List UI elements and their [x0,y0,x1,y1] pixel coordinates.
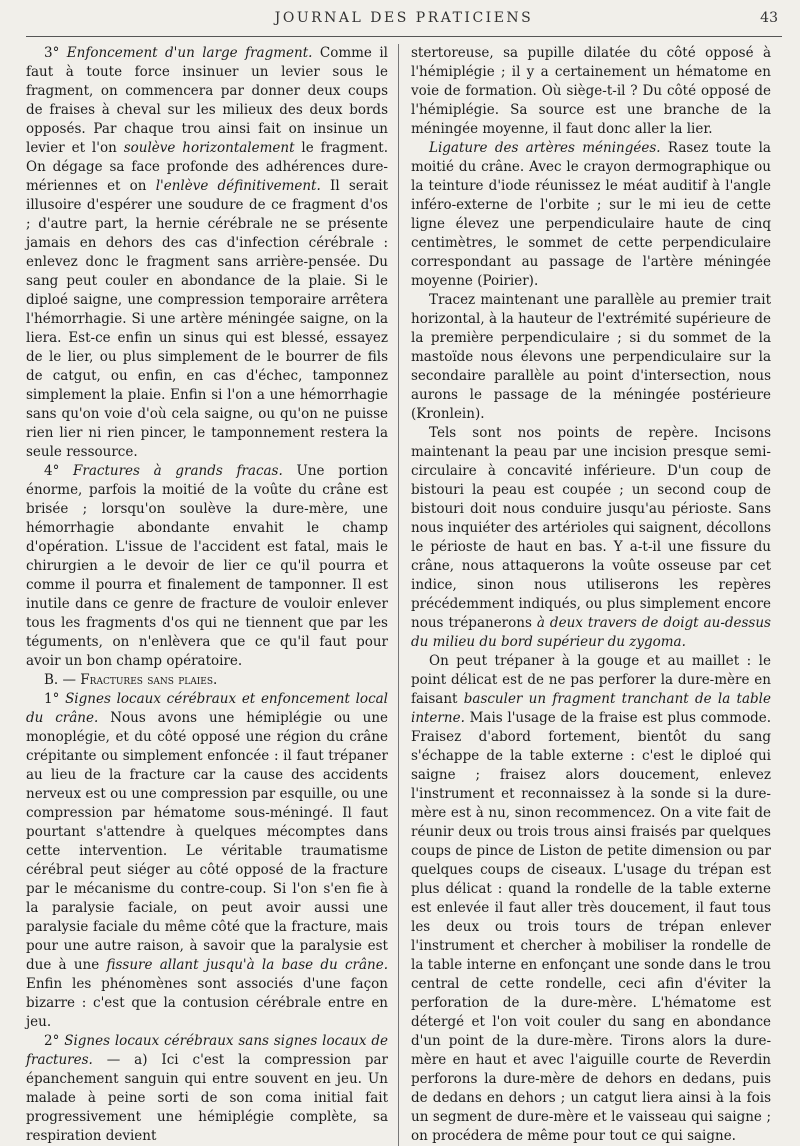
paragraph-signes-locaux: 1° Signes locaux cérébraux et enfoncement local du crâne. Nous avons une hémiplégie ou une monoplégie, et du côté opposé une région du crâne crépitante ou simplement enfoncée : il faut trépaner au lieu de la fracture car la cause des accidents nerveux est ou une compression par esquille, ou une compression par hématome sous-méningé. Il faut pourtant s'attendre à quelques mécomptes dans cette intervention. Le véritable traumatisme cérébral peut siéger au côté opposé de la fracture par le mécanisme du contre-coup. Si l'on s'en fie à la paralysie faciale, on peut avoir aussi une paralysie faciale du même côté que la fracture, mais pour une autre raison, à savoir que la paralysie est due à une fissure allant jusqu'à la base du crâne. Enfin les phénomènes sont associés d'une façon bizarre : c'est que la contusion cérébrale entre en jeu. [26,691,389,1030]
paragraph-parallele: Tracez maintenant une parallèle au premier trait horizontal, à la hauteur de l'extrémité supérieure de la première perpendiculaire ; si du sommet de la mastoïde nous élevons une perpendiculaire sur la secondaire parallèle au point d'intersection, nous aurons le passage de la méningée postérieure (Kronlein). [411,292,771,422]
header-rule [26,36,782,37]
paragraph-trepaner: On peut trépaner à la gouge et au maillet : le point délicat est de ne pas perforer la dure-mère en faisant basculer un fragment tranchant de la table interne. Mais l'usage de la fraise est plus commode. Fraisez d'abord fortement, bientôt du sang s'échappe de la table externe : c'est le diploé qui saigne ; fraisez alors doucement, enlevez l'instrument et reconnaissez à la sonde si la dure-mère est à nu, sinon recommencez. On a vite fait de réunir deux ou trois trous ainsi fraisés par quelques coups de pince de Liston de petite dimension ou par quelques coups de ciseaux. L'usage du trépan est plus délicat : quand la rondelle de la table externe est enlevée il faut aller très doucement, il faut tous les deux ou trois tours de trépan enlever l'instrument et chercher à mobiliser la rondelle de la table interne en enfonçant une sonde dans le trou central de cette rondelle, ceci afin d'éviter la perforation de la dure-mère. L'hématome est détergé et l'on voit couler du sang en abondance d'un point de la dure-mère. Tirons alors la dure-mère en haut et avec l'aiguille courte de Reverdin perforons la dure-mère de dehors en dedans, puis de dedans en dehors ; un catgut liera ainsi à la fois un segment de dure-mère et le vaisseau qui saigne ; on procédera de même pour tout ce qui saigne. [411,653,771,1144]
left-column [26,44,398,1146]
paragraph-ligature: Ligature des artères méningées. Rasez toute la moitié du crâne. Avec le crayon dermographique ou la teinture d'iode réunissez le méat auditif à l'angle inféro-externe de l'orbite ; sur le mi ieu de cette ligne élevez une perpendiculaire haute de cinq centimètres, le sommet de cette perpendiculaire correspondant au passage de l'artère méningée moyenne (Poirier). [411,140,771,289]
section-heading-b: B. — Fractures sans plaies. [44,672,218,688]
running-head [26,0,782,44]
paragraph-reperes: Tels sont nos points de repère. Incisons maintenant la peau par une incision presque semi-circulaire à concavité inférieure. D'un coup de bistouri la peau est coupée ; un second coup de bistouri doit nous conduire jusqu'au périoste. Sans nous inquiéter des artérioles qui saignent, décollons le périoste de haut en bas. Y a-t-il une fissure du crâne, nous attaquerons la voûte osseuse par cet indice, sinon nous utiliserons les repères précédemment indiqués, ou plus simplement encore nous trépanerons à deux travers de doigt au-dessus du milieu du bord supérieur du zygoma. [411,425,771,650]
paragraph-grands-fracas: 4° Fractures à grands fracas. Une portion énorme, parfois la moitié de la voûte du crâne est brisée ; lorsqu'on soulève la dure-mère, une hémorrhagie abondante envahit le champ d'opération. L'issue de l'accident est fatal, mais le chirurgien a le devoir de lier ce qu'il pourra et comme il pourra et finalement de tamponner. Il est inutile dans ce genre de fracture de vouloir enlever tous les fragments d'os qui ne tiennent que par les téguments, on n'enlèvera que ce qu'il faut pour avoir un bon champ opératoire. [26,463,388,669]
text-columns [26,44,782,1146]
paragraph-continuation: stertoreuse, sa pupille dilatée du côté opposé à l'hémiplégie ; il y a certainement un hématome en voie de formation. Où siège-t-il ? Du côté opposé de l'hémiplégie. Sa source est une branche de la méningée moyenne, il faut donc aller la lier. [411,45,771,137]
right-column [398,44,771,1146]
paragraph-sans-signes: 2° Signes locaux cérébraux sans signes locaux de fractures. — a) Ici c'est la compression par épanchement sanguin qui entre souvent en jeu. Un malade à peine sorti de son coma initial fait progressivement une hémiplégie complète, sa respiration devient [26,1033,389,1144]
page-number: 43 [760,10,778,26]
paragraph-enfoncement: 3° Enfoncement d'un large fragment. Comme il faut à toute force insinuer un levier sous le fragment, on commencera par donner deux coups de fraises à cheval sur les milieux des deux bords opposés. Par chaque trou ainsi fait on insinue un levier et l'on soulève horizontalement le fragment. On dégage sa face profonde des adhérences dure-mériennes et on l'enlève définitivement. Il serait illusoire d'espérer une soudure de ce fragment d'os ; d'autre part, la hernie cérébrale ne se présente jamais en dehors des cas d'infection cérébrale : enlevez donc le fragment sans arrière-pensée. Du sang peut couler en abondance de la plaie. Si le diploé saigne, une compression temporaire arrêtera l'hémorrhagie. Si une artère méningée saigne, on la liera. Est-ce enfin un sinus qui est blessé, essayez de le lier, ou plus simplement de le bourrer de fils de catgut, ou enfin, en cas d'échec, tamponnez simplement la plaie. Enfin si l'on a une hémorrhagie sans qu'on voie d'où cela saigne, ou qu'on ne puisse rien lier ni rien pincer, le tamponnement restera la seule ressource. [26,45,389,460]
journal-title: JOURNAL DES PRATICIENS [274,10,534,26]
